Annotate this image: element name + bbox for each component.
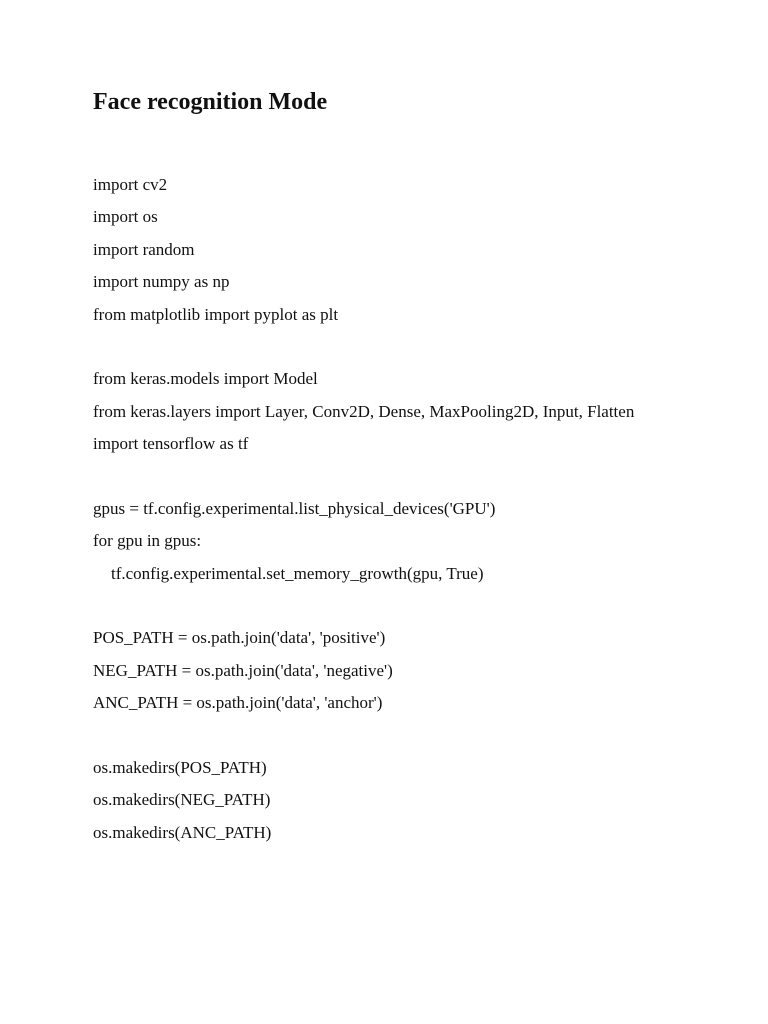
code-line: os.makedirs(POS_PATH) <box>93 758 267 778</box>
code-block-makedirs <box>93 752 753 849</box>
code-line: from keras.models import Model <box>93 369 318 389</box>
code-line: NEG_PATH = os.path.join('data', 'negative') <box>93 660 393 680</box>
code-listing <box>93 169 753 849</box>
blank-line <box>93 461 753 493</box>
code-line: ANC_PATH = os.path.join('data', 'anchor') <box>93 693 383 713</box>
code-line: from keras.layers import Layer, Conv2D, Dense, MaxPooling2D, Input, Flatten <box>93 401 635 421</box>
code-block-imports <box>93 169 753 331</box>
page-title: Face recognition Mode <box>93 89 328 115</box>
code-block-gpu-config <box>93 493 753 590</box>
code-line: from matplotlib import pyplot as plt <box>93 304 339 324</box>
code-line: import numpy as np <box>93 272 230 292</box>
code-line: os.makedirs(NEG_PATH) <box>93 790 271 810</box>
code-line: import cv2 <box>93 175 168 194</box>
code-line: gpus = tf.config.experimental.list_physical_devices('GPU') <box>93 498 496 518</box>
code-line: import tensorflow as tf <box>93 434 249 454</box>
code-line: POS_PATH = os.path.join('data', 'positive') <box>93 628 386 648</box>
code-block-paths <box>93 622 753 719</box>
code-line: import os <box>93 207 158 227</box>
code-block-keras-imports <box>93 363 753 460</box>
code-line: os.makedirs(ANC_PATH) <box>93 822 272 842</box>
blank-line <box>93 590 753 622</box>
code-line: for gpu in gpus: <box>93 531 202 551</box>
code-line-indented: tf.config.experimental.set_memory_growth(gpu, True) <box>111 563 484 583</box>
code-line: import random <box>93 239 195 259</box>
blank-line <box>93 720 753 752</box>
blank-line <box>93 331 753 363</box>
